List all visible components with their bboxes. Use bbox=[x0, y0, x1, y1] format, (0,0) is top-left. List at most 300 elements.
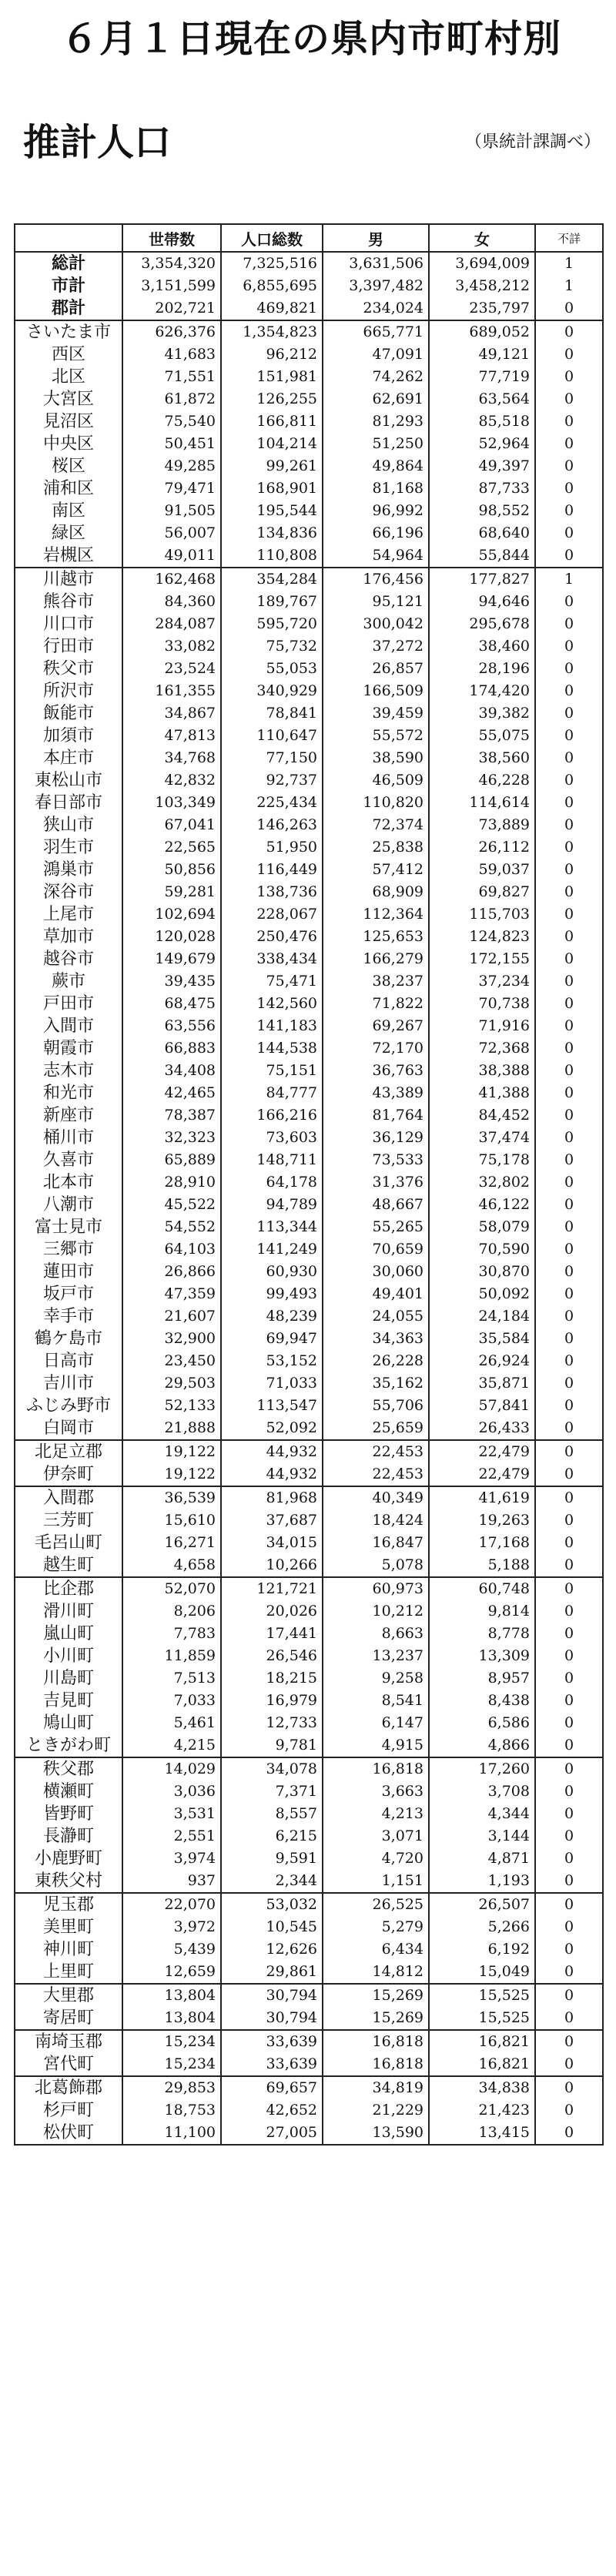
row-households: 75,540 bbox=[122, 410, 221, 433]
row-population: 110,808 bbox=[221, 544, 323, 568]
row-name: 川島町 bbox=[15, 1667, 122, 1690]
table-row bbox=[15, 1372, 603, 1395]
row-female: 19,263 bbox=[429, 1509, 535, 1532]
table-row bbox=[15, 792, 603, 814]
row-female: 70,590 bbox=[429, 1238, 535, 1261]
row-population: 42,652 bbox=[221, 2099, 323, 2122]
row-population: 29,861 bbox=[221, 1961, 323, 1984]
row-name: 大宮区 bbox=[15, 388, 122, 410]
row-population: 37,687 bbox=[221, 1509, 323, 1532]
table-row bbox=[15, 613, 603, 635]
row-female: 172,155 bbox=[429, 948, 535, 970]
row-households: 68,475 bbox=[122, 993, 221, 1015]
row-unknown: 1 bbox=[535, 275, 603, 297]
row-female: 24,184 bbox=[429, 1305, 535, 1328]
row-female: 85,518 bbox=[429, 410, 535, 433]
row-unknown: 0 bbox=[535, 1667, 603, 1690]
table-row bbox=[15, 455, 603, 477]
row-female: 32,802 bbox=[429, 1171, 535, 1194]
row-female: 71,916 bbox=[429, 1015, 535, 1037]
row-male: 36,129 bbox=[323, 1127, 429, 1149]
row-female: 4,866 bbox=[429, 1734, 535, 1757]
row-male: 15,269 bbox=[323, 1984, 429, 2007]
row-male: 16,818 bbox=[323, 2053, 429, 2076]
table-row bbox=[15, 1690, 603, 1712]
row-name: 東松山市 bbox=[15, 769, 122, 792]
row-population: 9,781 bbox=[221, 1734, 323, 1757]
row-households: 21,888 bbox=[122, 1417, 221, 1440]
row-female: 3,694,009 bbox=[429, 252, 535, 275]
row-unknown: 0 bbox=[535, 1194, 603, 1216]
table-row bbox=[15, 2076, 603, 2099]
table-row bbox=[15, 1283, 603, 1305]
row-households: 29,853 bbox=[122, 2076, 221, 2099]
row-population: 225,434 bbox=[221, 792, 323, 814]
row-female: 49,121 bbox=[429, 343, 535, 366]
row-male: 110,820 bbox=[323, 792, 429, 814]
row-name: 北足立郡 bbox=[15, 1440, 122, 1463]
row-name: 深谷市 bbox=[15, 881, 122, 903]
row-female: 26,433 bbox=[429, 1417, 535, 1440]
row-population: 144,538 bbox=[221, 1037, 323, 1060]
table-row bbox=[15, 1149, 603, 1171]
table-row bbox=[15, 275, 603, 297]
row-households: 59,281 bbox=[122, 881, 221, 903]
row-male: 14,812 bbox=[323, 1961, 429, 1984]
row-unknown: 0 bbox=[535, 1757, 603, 1780]
row-name: ときがわ町 bbox=[15, 1734, 122, 1757]
row-female: 26,924 bbox=[429, 1350, 535, 1372]
row-households: 61,872 bbox=[122, 388, 221, 410]
row-population: 134,836 bbox=[221, 522, 323, 544]
table-row bbox=[15, 1577, 603, 1600]
row-unknown: 0 bbox=[535, 2099, 603, 2122]
table-row bbox=[15, 948, 603, 970]
table-row bbox=[15, 1171, 603, 1194]
row-households: 5,439 bbox=[122, 1938, 221, 1961]
row-households: 13,804 bbox=[122, 2007, 221, 2030]
row-unknown: 1 bbox=[535, 252, 603, 275]
row-male: 43,389 bbox=[323, 1082, 429, 1104]
table-row bbox=[15, 814, 603, 836]
row-population: 12,626 bbox=[221, 1938, 323, 1961]
row-households: 19,122 bbox=[122, 1463, 221, 1486]
table-row bbox=[15, 1893, 603, 1916]
row-population: 189,767 bbox=[221, 591, 323, 613]
row-unknown: 0 bbox=[535, 1825, 603, 1847]
row-unknown: 0 bbox=[535, 2053, 603, 2076]
row-name: 神川町 bbox=[15, 1938, 122, 1961]
row-unknown: 0 bbox=[535, 1623, 603, 1645]
row-population: 141,249 bbox=[221, 1238, 323, 1261]
row-name: 飯能市 bbox=[15, 702, 122, 725]
row-female: 39,382 bbox=[429, 702, 535, 725]
page-title: ６月１日現在の県内市町村別 bbox=[60, 17, 561, 61]
row-female: 59,037 bbox=[429, 859, 535, 881]
row-male: 166,509 bbox=[323, 680, 429, 702]
row-population: 166,811 bbox=[221, 410, 323, 433]
row-male: 55,706 bbox=[323, 1395, 429, 1417]
table-row bbox=[15, 252, 603, 275]
row-unknown: 0 bbox=[535, 725, 603, 747]
row-female: 115,703 bbox=[429, 903, 535, 926]
row-female: 15,525 bbox=[429, 1984, 535, 2007]
row-name: 緑区 bbox=[15, 522, 122, 544]
row-male: 176,456 bbox=[323, 568, 429, 591]
row-unknown: 0 bbox=[535, 1961, 603, 1984]
row-unknown: 0 bbox=[535, 455, 603, 477]
row-male: 6,434 bbox=[323, 1938, 429, 1961]
header-population: 人口総数 bbox=[221, 224, 323, 252]
row-unknown: 0 bbox=[535, 1780, 603, 1803]
row-unknown: 0 bbox=[535, 814, 603, 836]
table-row bbox=[15, 1757, 603, 1780]
row-population: 75,732 bbox=[221, 635, 323, 658]
row-population: 34,078 bbox=[221, 1757, 323, 1780]
row-households: 65,889 bbox=[122, 1149, 221, 1171]
row-name: 滑川町 bbox=[15, 1600, 122, 1623]
row-name: 西区 bbox=[15, 343, 122, 366]
row-households: 42,832 bbox=[122, 769, 221, 792]
row-male: 10,212 bbox=[323, 1600, 429, 1623]
row-female: 52,964 bbox=[429, 433, 535, 455]
row-unknown: 0 bbox=[535, 1283, 603, 1305]
row-unknown: 0 bbox=[535, 1305, 603, 1328]
table-row bbox=[15, 1328, 603, 1350]
row-population: 1,354,823 bbox=[221, 320, 323, 343]
row-households: 34,768 bbox=[122, 747, 221, 769]
row-name: 志木市 bbox=[15, 1060, 122, 1082]
row-households: 14,029 bbox=[122, 1757, 221, 1780]
row-male: 48,667 bbox=[323, 1194, 429, 1216]
row-male: 95,121 bbox=[323, 591, 429, 613]
row-female: 22,479 bbox=[429, 1440, 535, 1463]
row-households: 67,041 bbox=[122, 814, 221, 836]
row-households: 3,354,320 bbox=[122, 252, 221, 275]
row-population: 141,183 bbox=[221, 1015, 323, 1037]
header-unknown: 不詳 bbox=[535, 224, 603, 252]
row-female: 46,228 bbox=[429, 769, 535, 792]
row-name: 和光市 bbox=[15, 1082, 122, 1104]
row-name: 吉見町 bbox=[15, 1690, 122, 1712]
row-female: 34,838 bbox=[429, 2076, 535, 2099]
row-female: 41,619 bbox=[429, 1486, 535, 1509]
row-name: 秩父郡 bbox=[15, 1757, 122, 1780]
row-population: 148,711 bbox=[221, 1149, 323, 1171]
row-name: 南区 bbox=[15, 500, 122, 522]
row-male: 300,042 bbox=[323, 613, 429, 635]
row-name: 三芳町 bbox=[15, 1509, 122, 1532]
table-row bbox=[15, 1645, 603, 1667]
row-population: 151,981 bbox=[221, 366, 323, 388]
row-households: 15,610 bbox=[122, 1509, 221, 1532]
row-households: 5,461 bbox=[122, 1712, 221, 1734]
row-name: 南埼玉郡 bbox=[15, 2030, 122, 2053]
table-row bbox=[15, 477, 603, 500]
row-population: 94,789 bbox=[221, 1194, 323, 1216]
row-male: 4,915 bbox=[323, 1734, 429, 1757]
table-row bbox=[15, 297, 603, 320]
row-name: 小鹿野町 bbox=[15, 1847, 122, 1870]
table-row bbox=[15, 1082, 603, 1104]
row-female: 70,738 bbox=[429, 993, 535, 1015]
row-female: 3,144 bbox=[429, 1825, 535, 1847]
row-name: 美里町 bbox=[15, 1916, 122, 1938]
row-male: 68,909 bbox=[323, 881, 429, 903]
row-unknown: 0 bbox=[535, 1350, 603, 1372]
row-male: 60,973 bbox=[323, 1577, 429, 1600]
row-name: 越生町 bbox=[15, 1554, 122, 1577]
row-name: 三郷市 bbox=[15, 1238, 122, 1261]
row-unknown: 0 bbox=[535, 1328, 603, 1350]
row-male: 57,412 bbox=[323, 859, 429, 881]
row-unknown: 0 bbox=[535, 544, 603, 568]
row-name: 蕨市 bbox=[15, 970, 122, 993]
row-male: 34,819 bbox=[323, 2076, 429, 2099]
row-population: 338,434 bbox=[221, 948, 323, 970]
row-name: 比企郡 bbox=[15, 1577, 122, 1600]
row-female: 50,092 bbox=[429, 1283, 535, 1305]
row-population: 121,721 bbox=[221, 1577, 323, 1600]
row-name: 児玉郡 bbox=[15, 1893, 122, 1916]
row-male: 13,237 bbox=[323, 1645, 429, 1667]
row-female: 55,844 bbox=[429, 544, 535, 568]
row-households: 8,206 bbox=[122, 1600, 221, 1623]
table-row bbox=[15, 1600, 603, 1623]
row-female: 13,415 bbox=[429, 2122, 535, 2145]
row-name: 大里郡 bbox=[15, 1984, 122, 2007]
row-female: 57,841 bbox=[429, 1395, 535, 1417]
row-male: 81,168 bbox=[323, 477, 429, 500]
row-male: 71,822 bbox=[323, 993, 429, 1015]
row-male: 96,992 bbox=[323, 500, 429, 522]
row-name: 中央区 bbox=[15, 433, 122, 455]
row-name: 北本市 bbox=[15, 1171, 122, 1194]
row-households: 120,028 bbox=[122, 926, 221, 948]
row-unknown: 0 bbox=[535, 1149, 603, 1171]
row-name: 加須市 bbox=[15, 725, 122, 747]
row-name: 入間市 bbox=[15, 1015, 122, 1037]
row-unknown: 0 bbox=[535, 1645, 603, 1667]
row-households: 16,271 bbox=[122, 1532, 221, 1554]
table-row bbox=[15, 2122, 603, 2145]
table-header-row bbox=[15, 224, 603, 252]
row-unknown: 0 bbox=[535, 1870, 603, 1893]
row-male: 18,424 bbox=[323, 1509, 429, 1532]
row-unknown: 0 bbox=[535, 747, 603, 769]
table-row bbox=[15, 747, 603, 769]
header-households: 世帯数 bbox=[122, 224, 221, 252]
row-population: 146,263 bbox=[221, 814, 323, 836]
row-population: 60,930 bbox=[221, 1261, 323, 1283]
row-unknown: 0 bbox=[535, 1037, 603, 1060]
row-unknown: 0 bbox=[535, 1372, 603, 1395]
row-name: 狭山市 bbox=[15, 814, 122, 836]
row-unknown: 0 bbox=[535, 1463, 603, 1486]
row-unknown: 0 bbox=[535, 1577, 603, 1600]
header-male: 男 bbox=[323, 224, 429, 252]
row-population: 6,215 bbox=[221, 1825, 323, 1847]
row-unknown: 0 bbox=[535, 1127, 603, 1149]
row-male: 38,237 bbox=[323, 970, 429, 993]
row-female: 13,309 bbox=[429, 1645, 535, 1667]
table-row bbox=[15, 1060, 603, 1082]
row-male: 8,663 bbox=[323, 1623, 429, 1645]
table-row bbox=[15, 1734, 603, 1757]
row-households: 22,070 bbox=[122, 1893, 221, 1916]
row-households: 23,524 bbox=[122, 658, 221, 680]
row-female: 30,870 bbox=[429, 1261, 535, 1283]
row-female: 41,388 bbox=[429, 1082, 535, 1104]
row-female: 35,584 bbox=[429, 1328, 535, 1350]
row-population: 354,284 bbox=[221, 568, 323, 591]
row-population: 228,067 bbox=[221, 903, 323, 926]
row-households: 36,539 bbox=[122, 1486, 221, 1509]
row-female: 3,458,212 bbox=[429, 275, 535, 297]
row-name: 戸田市 bbox=[15, 993, 122, 1015]
table-body bbox=[15, 252, 603, 2145]
table-row bbox=[15, 1216, 603, 1238]
row-female: 87,733 bbox=[429, 477, 535, 500]
row-name: 久喜市 bbox=[15, 1149, 122, 1171]
row-male: 35,162 bbox=[323, 1372, 429, 1395]
row-households: 84,360 bbox=[122, 591, 221, 613]
row-name: 秩父市 bbox=[15, 658, 122, 680]
table-row bbox=[15, 1463, 603, 1486]
row-male: 4,213 bbox=[323, 1803, 429, 1825]
row-population: 99,261 bbox=[221, 455, 323, 477]
row-unknown: 0 bbox=[535, 1690, 603, 1712]
row-female: 114,614 bbox=[429, 792, 535, 814]
row-male: 6,147 bbox=[323, 1712, 429, 1734]
row-female: 8,438 bbox=[429, 1690, 535, 1712]
row-unknown: 0 bbox=[535, 433, 603, 455]
row-population: 20,026 bbox=[221, 1600, 323, 1623]
row-male: 5,078 bbox=[323, 1554, 429, 1577]
row-population: 30,794 bbox=[221, 1984, 323, 2007]
row-name: 桶川市 bbox=[15, 1127, 122, 1149]
row-name: 松伏町 bbox=[15, 2122, 122, 2145]
row-households: 28,910 bbox=[122, 1171, 221, 1194]
table-row bbox=[15, 500, 603, 522]
table-row bbox=[15, 1350, 603, 1372]
row-female: 28,196 bbox=[429, 658, 535, 680]
row-unknown: 0 bbox=[535, 836, 603, 859]
table-row bbox=[15, 903, 603, 926]
row-male: 166,279 bbox=[323, 948, 429, 970]
row-unknown: 0 bbox=[535, 1216, 603, 1238]
row-male: 9,258 bbox=[323, 1667, 429, 1690]
row-unknown: 0 bbox=[535, 1395, 603, 1417]
row-households: 161,355 bbox=[122, 680, 221, 702]
table-row bbox=[15, 970, 603, 993]
row-unknown: 0 bbox=[535, 2076, 603, 2099]
row-unknown: 0 bbox=[535, 658, 603, 680]
row-population: 48,239 bbox=[221, 1305, 323, 1328]
row-households: 39,435 bbox=[122, 970, 221, 993]
row-female: 69,827 bbox=[429, 881, 535, 903]
row-female: 16,821 bbox=[429, 2030, 535, 2053]
row-unknown: 0 bbox=[535, 635, 603, 658]
row-population: 44,932 bbox=[221, 1463, 323, 1486]
row-name: 白岡市 bbox=[15, 1417, 122, 1440]
row-male: 125,653 bbox=[323, 926, 429, 948]
row-population: 595,720 bbox=[221, 613, 323, 635]
row-male: 21,229 bbox=[323, 2099, 429, 2122]
table-row bbox=[15, 702, 603, 725]
row-male: 25,659 bbox=[323, 1417, 429, 1440]
row-name: 総計 bbox=[15, 252, 122, 275]
row-population: 17,441 bbox=[221, 1623, 323, 1645]
row-households: 3,151,599 bbox=[122, 275, 221, 297]
row-households: 103,349 bbox=[122, 792, 221, 814]
page-subtitle: 推計人口 bbox=[23, 121, 172, 164]
row-male: 37,272 bbox=[323, 635, 429, 658]
row-name: 鶴ケ島市 bbox=[15, 1328, 122, 1350]
row-unknown: 0 bbox=[535, 993, 603, 1015]
row-female: 8,957 bbox=[429, 1667, 535, 1690]
row-population: 75,151 bbox=[221, 1060, 323, 1082]
row-unknown: 0 bbox=[535, 1417, 603, 1440]
row-unknown: 0 bbox=[535, 320, 603, 343]
row-name: 熊谷市 bbox=[15, 591, 122, 613]
row-name: 春日部市 bbox=[15, 792, 122, 814]
row-name: 幸手市 bbox=[15, 1305, 122, 1328]
row-name: 嵐山町 bbox=[15, 1623, 122, 1645]
row-unknown: 0 bbox=[535, 591, 603, 613]
table-row bbox=[15, 635, 603, 658]
table-row bbox=[15, 1667, 603, 1690]
row-households: 626,376 bbox=[122, 320, 221, 343]
row-female: 4,344 bbox=[429, 1803, 535, 1825]
row-households: 64,103 bbox=[122, 1238, 221, 1261]
row-unknown: 0 bbox=[535, 388, 603, 410]
row-population: 84,777 bbox=[221, 1082, 323, 1104]
row-name: 見沼区 bbox=[15, 410, 122, 433]
row-households: 34,867 bbox=[122, 702, 221, 725]
row-male: 15,269 bbox=[323, 2007, 429, 2030]
table-row bbox=[15, 725, 603, 747]
row-male: 25,838 bbox=[323, 836, 429, 859]
row-population: 64,178 bbox=[221, 1171, 323, 1194]
row-population: 12,733 bbox=[221, 1712, 323, 1734]
row-households: 149,679 bbox=[122, 948, 221, 970]
population-table bbox=[14, 223, 604, 2146]
row-population: 126,255 bbox=[221, 388, 323, 410]
row-female: 689,052 bbox=[429, 320, 535, 343]
row-female: 26,112 bbox=[429, 836, 535, 859]
row-population: 69,947 bbox=[221, 1328, 323, 1350]
row-female: 22,479 bbox=[429, 1463, 535, 1486]
row-male: 112,364 bbox=[323, 903, 429, 926]
row-population: 469,821 bbox=[221, 297, 323, 320]
row-female: 26,507 bbox=[429, 1893, 535, 1916]
table-row bbox=[15, 1104, 603, 1127]
row-male: 1,151 bbox=[323, 1870, 429, 1893]
row-male: 24,055 bbox=[323, 1305, 429, 1328]
row-unknown: 0 bbox=[535, 1486, 603, 1509]
row-households: 71,551 bbox=[122, 366, 221, 388]
row-male: 46,509 bbox=[323, 769, 429, 792]
row-households: 23,450 bbox=[122, 1350, 221, 1372]
row-unknown: 0 bbox=[535, 970, 603, 993]
row-population: 10,545 bbox=[221, 1916, 323, 1938]
row-households: 50,856 bbox=[122, 859, 221, 881]
row-female: 72,368 bbox=[429, 1037, 535, 1060]
row-households: 66,883 bbox=[122, 1037, 221, 1060]
row-male: 69,267 bbox=[323, 1015, 429, 1037]
table-row bbox=[15, 1532, 603, 1554]
